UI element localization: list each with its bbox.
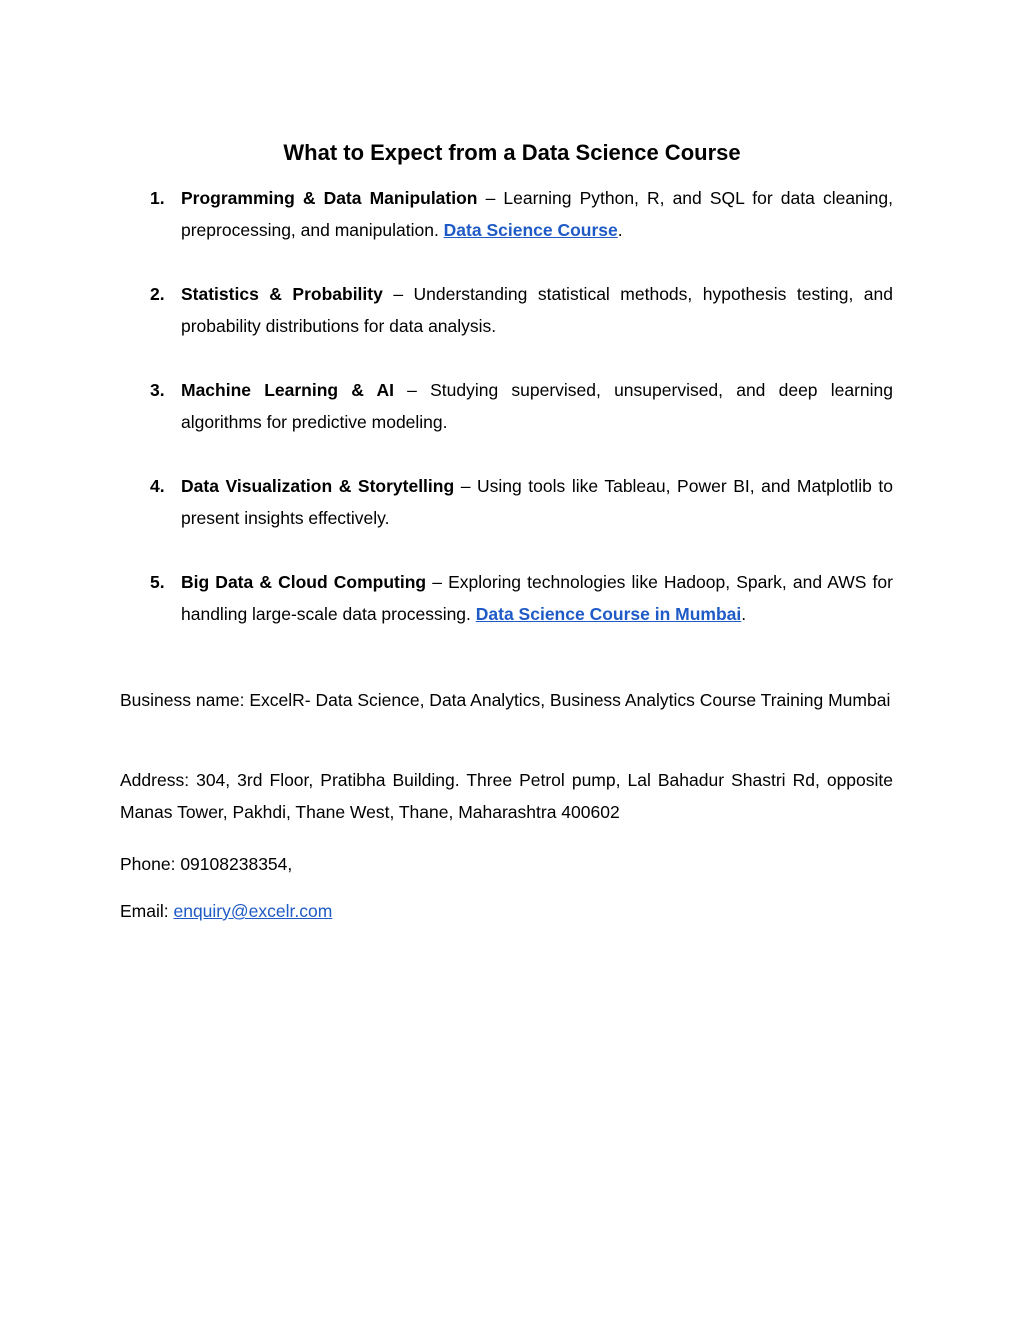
- list-number: 5.: [150, 572, 165, 592]
- email-label: Email:: [120, 901, 174, 921]
- list-number: 3.: [150, 380, 165, 400]
- email-link[interactable]: enquiry@excelr.com: [173, 901, 333, 921]
- data-science-course-mumbai-link[interactable]: Data Science Course in Mumbai: [475, 604, 742, 624]
- business-address: Address: 304, 3rd Floor, Pratibha Building. Three Petrol pump, Lal Bahadur Shastri Rd, opposite Manas Tower, Pakhdi, Thane West, Thane, Maharashtra 400602: [120, 770, 893, 822]
- list-number: 4.: [150, 476, 165, 496]
- business-name: Business name: ExcelR- Data Science, Data Analytics, Business Analytics Course Training Mumbai: [120, 690, 891, 710]
- list-item-visualization: [120, 470, 893, 534]
- topic-list: [120, 182, 893, 662]
- topic-description: – Learning Python, R, and SQL for data cleaning, preprocessing, and manipulation.: [181, 188, 893, 240]
- page-title: What to Expect from a Data Science Course: [283, 140, 741, 165]
- topic-heading: Big Data & Cloud Computing: [181, 572, 427, 592]
- sentence-end: .: [741, 604, 747, 624]
- list-item-machine-learning: [120, 374, 893, 438]
- topic-description: – Understanding statistical methods, hypothesis testing, and probability distributions for data analysis.: [181, 284, 893, 336]
- list-number: 2.: [150, 284, 165, 304]
- topic-description: – Studying supervised, unsupervised, and deep learning algorithms for predictive modeling.: [181, 380, 893, 432]
- list-item-big-data: [120, 566, 893, 630]
- topic-heading: Statistics & Probability: [181, 284, 383, 304]
- sentence-end: .: [617, 220, 623, 240]
- business-phone: Phone: 09108238354,: [120, 854, 293, 874]
- list-item-programming: [120, 182, 893, 246]
- topic-description: – Exploring technologies like Hadoop, Spark, and AWS for handling large-scale data processing.: [181, 572, 893, 624]
- data-science-course-link[interactable]: Data Science Course: [443, 220, 618, 240]
- topic-heading: Programming & Data Manipulation: [181, 188, 478, 208]
- topic-heading: Machine Learning & AI: [181, 380, 394, 400]
- topic-description: – Using tools like Tableau, Power BI, and Matplotlib to present insights effectively.: [181, 476, 893, 528]
- list-number: 1.: [150, 188, 165, 208]
- topic-heading: Data Visualization & Storytelling: [181, 476, 455, 496]
- list-item-statistics: [120, 278, 893, 342]
- business-email: [120, 895, 893, 927]
